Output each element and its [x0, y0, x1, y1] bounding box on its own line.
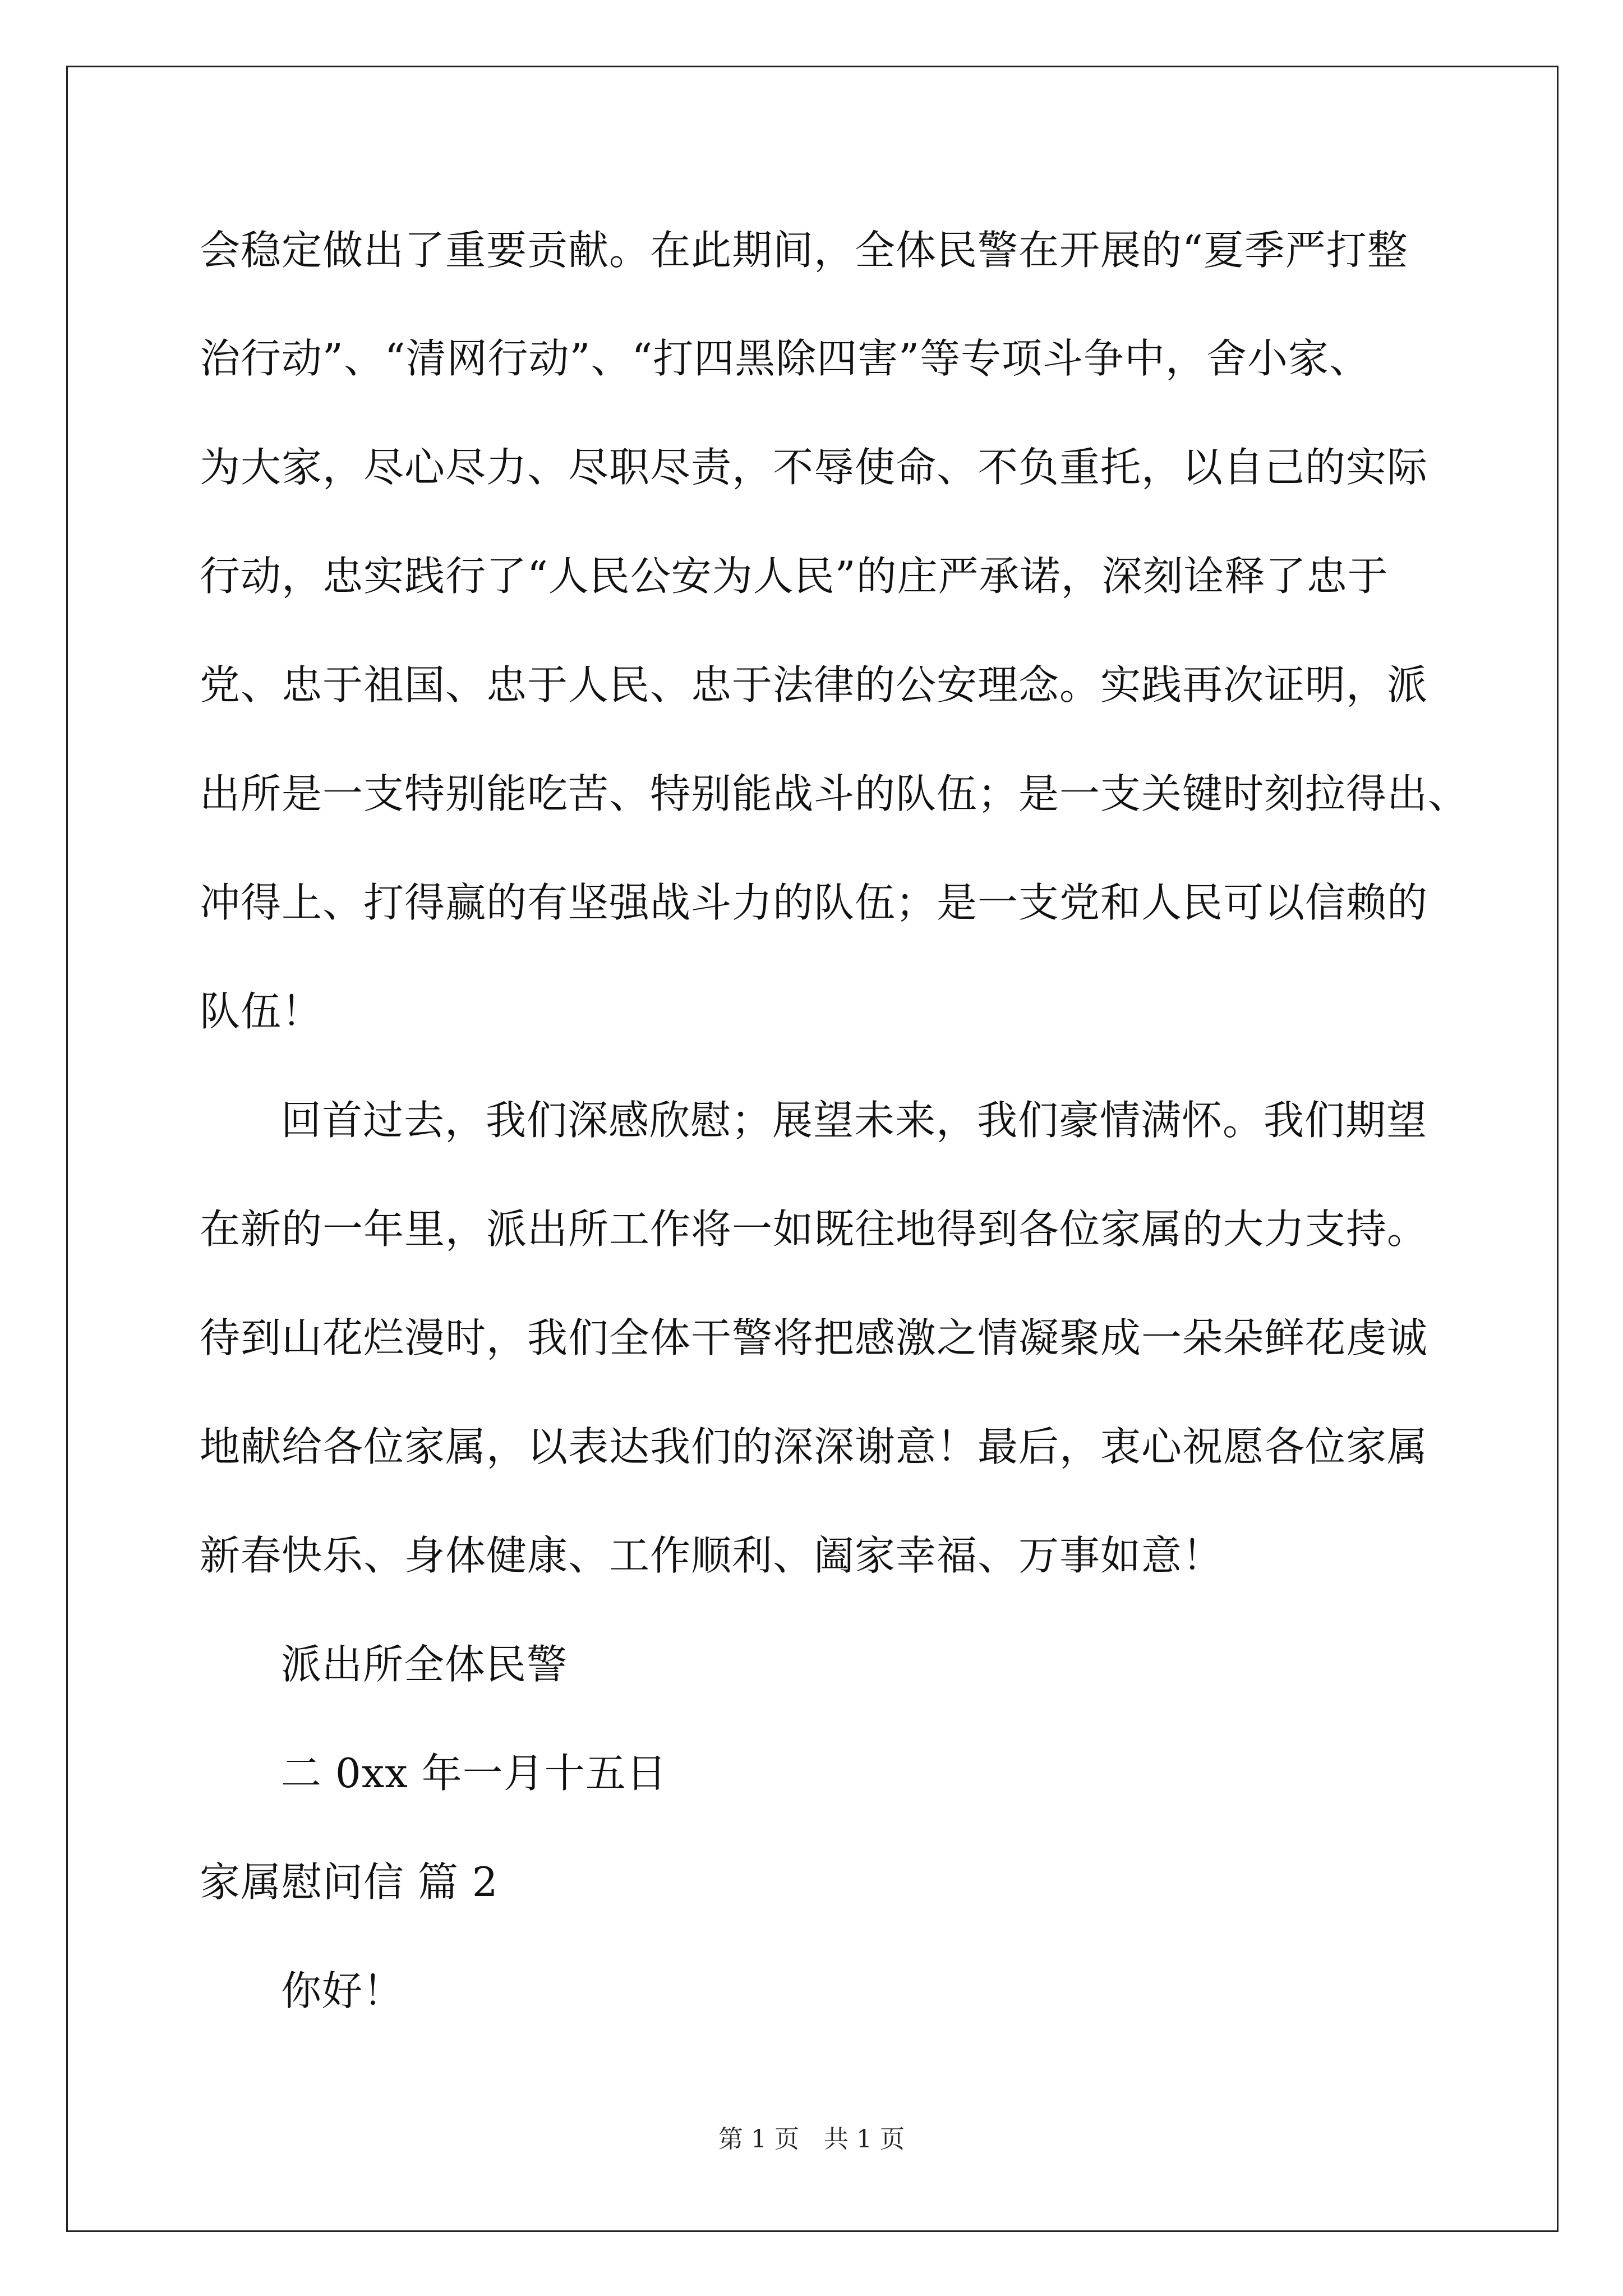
page-footer: 第 1 页 共 1 页	[718, 2125, 905, 2154]
text-line: 出所是一支特别能吃苦、特别能战斗的队伍；是一支关键时刻拉得出、	[200, 770, 1469, 817]
text-line: 新春快乐、身体健康、工作顺利、阖家幸福、万事如意！	[200, 1532, 1224, 1579]
text-line: 地献给各位家属，以表达我们的深深谢意！最后，衷心祝愿各位家属	[200, 1423, 1428, 1470]
text-line: 待到山花烂漫时，我们全体干警将把感激之情凝聚成一朵朵鲜花虔诚	[200, 1314, 1428, 1361]
paragraph-start: 回首过去，我们深感欣慰；展望未来，我们豪情满怀。我们期望	[281, 1097, 1428, 1144]
text-line: 行动，忠实践行了“人民公安为人民”的庄严承诺，深刻诠释了忠于	[200, 553, 1389, 600]
text-line: 治行动”、“清网行动”、“打四黑除四害”等专项斗争中，舍小家、	[200, 335, 1371, 382]
text-line: 党、忠于祖国、忠于人民、忠于法律的公安理念。实践再次证明，派	[200, 661, 1428, 708]
text-line: 队伍！	[200, 988, 323, 1035]
text-line: 会稳定做出了重要贡献。在此期间，全体民警在开展的“夏季严打整	[200, 227, 1408, 274]
date-line: 二 0xx 年一月十五日	[281, 1750, 667, 1797]
text-line: 为大家，尽心尽力、尽职尽责，不辱使命、不负重托，以自己的实际	[200, 444, 1428, 491]
section-heading: 家属慰问信 篇 2	[200, 1858, 499, 1906]
text-line: 在新的一年里，派出所工作将一如既往地得到各位家属的大力支持。	[200, 1205, 1428, 1253]
signature-line: 派出所全体民警	[281, 1641, 568, 1688]
greeting-line: 你好！	[281, 1967, 404, 2014]
text-line: 冲得上、打得赢的有坚强战斗力的队伍；是一支党和人民可以信赖的	[200, 879, 1428, 926]
